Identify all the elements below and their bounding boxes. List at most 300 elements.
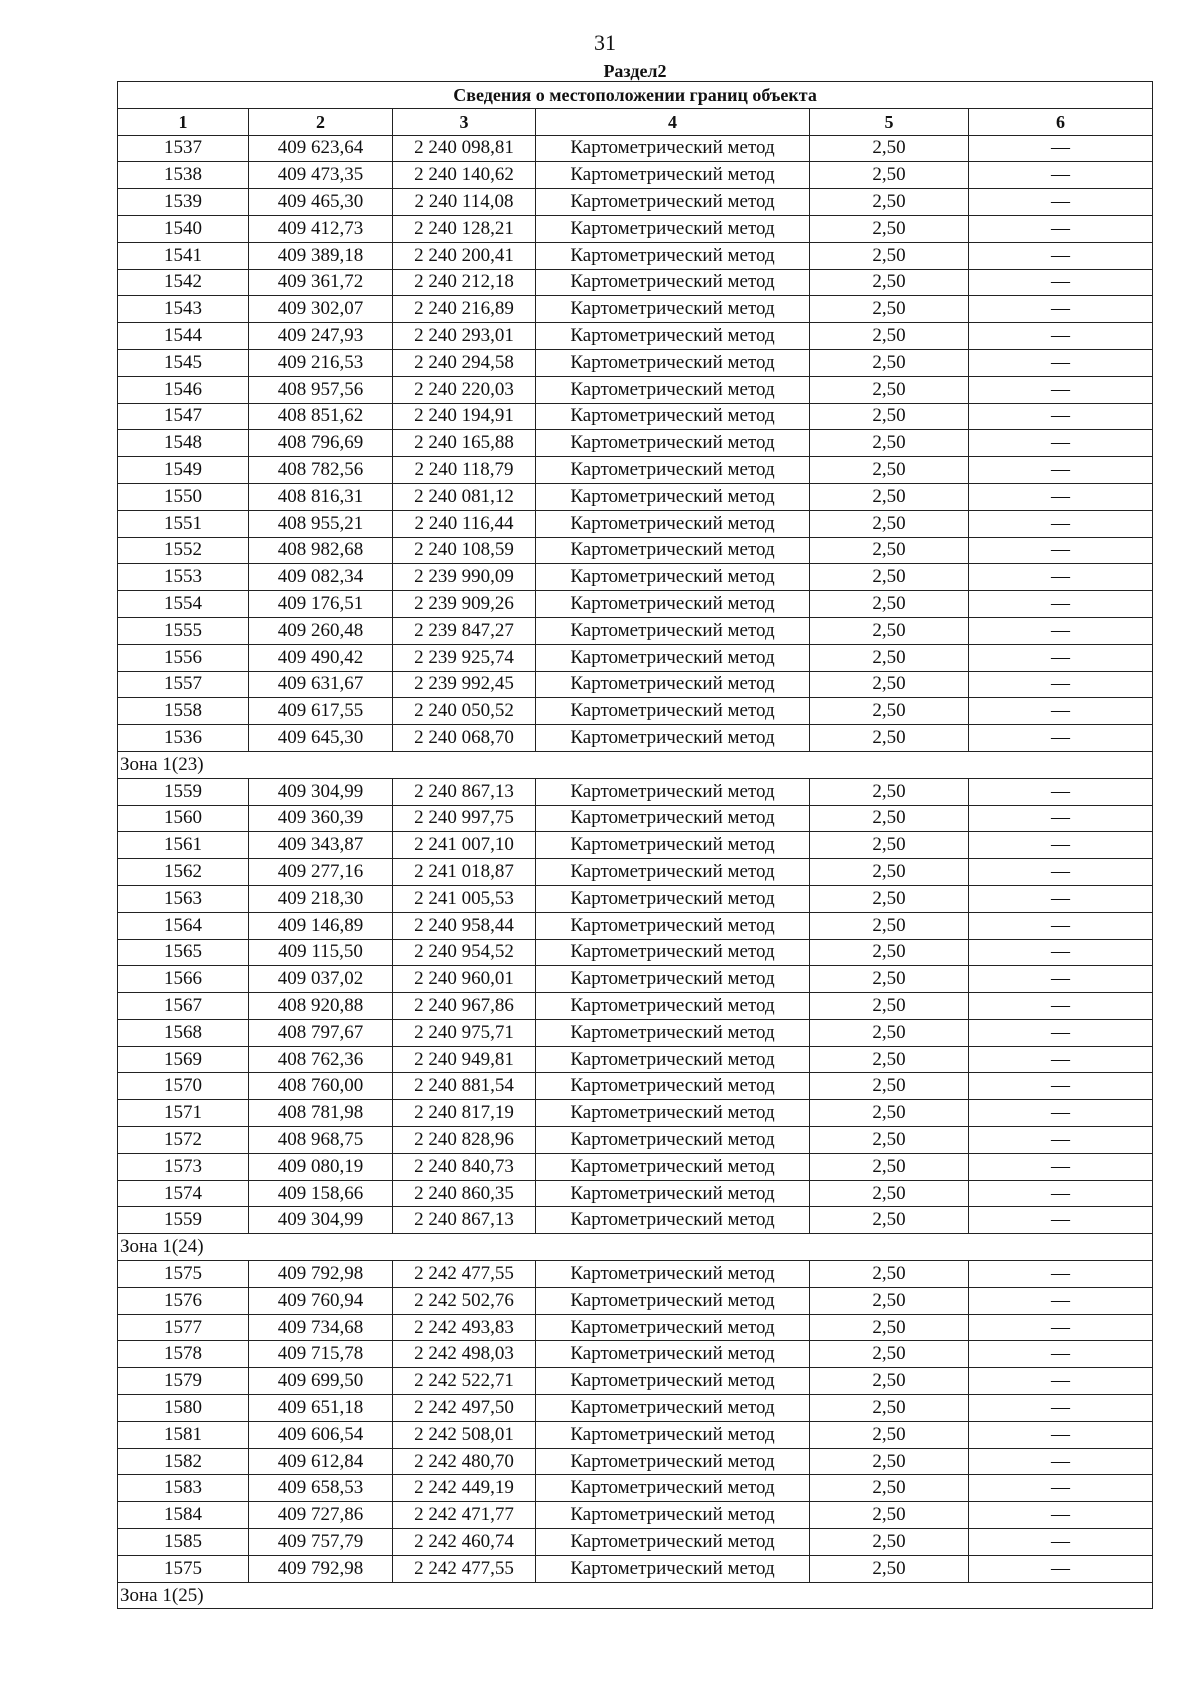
x-coordinate-cell: 408 762,36: [249, 1046, 393, 1073]
accuracy-cell: 2,50: [810, 698, 969, 725]
table-row: [118, 483, 1153, 510]
accuracy-cell: 2,50: [810, 296, 969, 323]
table-row: [118, 510, 1153, 537]
method-cell: Картометрический метод: [536, 939, 810, 966]
method-cell: Картометрический метод: [536, 993, 810, 1020]
x-coordinate-cell: 408 957,56: [249, 376, 393, 403]
note-cell: —: [969, 376, 1153, 403]
x-coordinate-cell: 409 082,34: [249, 564, 393, 591]
point-number-cell: 1542: [118, 269, 249, 296]
y-coordinate-cell: 2 242 449,19: [393, 1475, 536, 1502]
x-coordinate-cell: 409 158,66: [249, 1180, 393, 1207]
y-coordinate-cell: 2 242 502,76: [393, 1287, 536, 1314]
note-cell: —: [969, 349, 1153, 376]
y-coordinate-cell: 2 240 967,86: [393, 993, 536, 1020]
table-row: [118, 698, 1153, 725]
table-row: [118, 966, 1153, 993]
accuracy-cell: 2,50: [810, 1180, 969, 1207]
table-body: [118, 135, 1153, 1609]
point-number-cell: 1575: [118, 1261, 249, 1288]
point-number-cell: 1551: [118, 510, 249, 537]
accuracy-cell: 2,50: [810, 805, 969, 832]
x-coordinate-cell: 409 277,16: [249, 859, 393, 886]
method-cell: Картометрический метод: [536, 912, 810, 939]
y-coordinate-cell: 2 239 990,09: [393, 564, 536, 591]
note-cell: —: [969, 323, 1153, 350]
point-number-cell: 1564: [118, 912, 249, 939]
point-number-cell: 1579: [118, 1368, 249, 1395]
table-row: [118, 778, 1153, 805]
note-cell: —: [969, 296, 1153, 323]
x-coordinate-cell: 409 412,73: [249, 215, 393, 242]
x-coordinate-cell: 409 645,30: [249, 725, 393, 752]
accuracy-cell: 2,50: [810, 1153, 969, 1180]
point-number-cell: 1558: [118, 698, 249, 725]
point-number-cell: 1553: [118, 564, 249, 591]
table-row: [118, 1261, 1153, 1288]
x-coordinate-cell: 408 982,68: [249, 537, 393, 564]
y-coordinate-cell: 2 239 909,26: [393, 591, 536, 618]
point-number-cell: 1566: [118, 966, 249, 993]
note-cell: —: [969, 1180, 1153, 1207]
method-cell: Картометрический метод: [536, 1180, 810, 1207]
accuracy-cell: 2,50: [810, 966, 969, 993]
point-number-cell: 1559: [118, 1207, 249, 1234]
method-cell: Картометрический метод: [536, 1502, 810, 1529]
x-coordinate-cell: 409 465,30: [249, 189, 393, 216]
table-row: [118, 591, 1153, 618]
x-coordinate-cell: 409 216,53: [249, 349, 393, 376]
method-cell: Картометрический метод: [536, 483, 810, 510]
table-row: [118, 430, 1153, 457]
table-row: [118, 644, 1153, 671]
x-coordinate-cell: 408 796,69: [249, 430, 393, 457]
y-coordinate-cell: 2 240 867,13: [393, 778, 536, 805]
method-cell: Картометрический метод: [536, 189, 810, 216]
table-row: [118, 725, 1153, 752]
note-cell: —: [969, 483, 1153, 510]
accuracy-cell: 2,50: [810, 323, 969, 350]
x-coordinate-cell: 408 816,31: [249, 483, 393, 510]
point-number-cell: 1556: [118, 644, 249, 671]
column-header: 5: [810, 108, 969, 135]
method-cell: Картометрический метод: [536, 1529, 810, 1556]
zone-label: Зона 1(25): [118, 1582, 1153, 1609]
point-number-cell: 1582: [118, 1448, 249, 1475]
page-number: 31: [594, 30, 616, 55]
y-coordinate-cell: 2 240 165,88: [393, 430, 536, 457]
table-row: [118, 912, 1153, 939]
method-cell: Картометрический метод: [536, 671, 810, 698]
table-row: [118, 1555, 1153, 1582]
table-row: [118, 296, 1153, 323]
method-cell: Картометрический метод: [536, 135, 810, 162]
point-number-cell: 1580: [118, 1395, 249, 1422]
method-cell: Картометрический метод: [536, 269, 810, 296]
note-cell: —: [969, 1421, 1153, 1448]
table-row: [118, 1395, 1153, 1422]
accuracy-cell: 2,50: [810, 885, 969, 912]
accuracy-cell: 2,50: [810, 135, 969, 162]
note-cell: —: [969, 1153, 1153, 1180]
accuracy-cell: 2,50: [810, 1100, 969, 1127]
table-row: [118, 885, 1153, 912]
table-row: [118, 162, 1153, 189]
method-cell: Картометрический метод: [536, 885, 810, 912]
note-cell: —: [969, 644, 1153, 671]
accuracy-cell: 2,50: [810, 376, 969, 403]
accuracy-cell: 2,50: [810, 671, 969, 698]
table-row: [118, 1314, 1153, 1341]
accuracy-cell: 2,50: [810, 1395, 969, 1422]
y-coordinate-cell: 2 240 817,19: [393, 1100, 536, 1127]
method-cell: Картометрический метод: [536, 805, 810, 832]
table-row: [118, 859, 1153, 886]
note-cell: —: [969, 966, 1153, 993]
table-row: [118, 1341, 1153, 1368]
method-cell: Картометрический метод: [536, 1127, 810, 1154]
accuracy-cell: 2,50: [810, 1046, 969, 1073]
accuracy-cell: 2,50: [810, 564, 969, 591]
x-coordinate-cell: 409 115,50: [249, 939, 393, 966]
x-coordinate-cell: 409 218,30: [249, 885, 393, 912]
y-coordinate-cell: 2 239 925,74: [393, 644, 536, 671]
note-cell: —: [969, 993, 1153, 1020]
note-cell: —: [969, 1314, 1153, 1341]
method-cell: Картометрический метод: [536, 1287, 810, 1314]
y-coordinate-cell: 2 241 018,87: [393, 859, 536, 886]
y-coordinate-cell: 2 240 860,35: [393, 1180, 536, 1207]
point-number-cell: 1544: [118, 323, 249, 350]
table-row: [118, 805, 1153, 832]
y-coordinate-cell: 2 240 216,89: [393, 296, 536, 323]
table-row: [118, 189, 1153, 216]
point-number-cell: 1549: [118, 457, 249, 484]
y-coordinate-cell: 2 242 508,01: [393, 1421, 536, 1448]
point-number-cell: 1557: [118, 671, 249, 698]
y-coordinate-cell: 2 240 128,21: [393, 215, 536, 242]
x-coordinate-cell: 409 734,68: [249, 1314, 393, 1341]
x-coordinate-cell: 409 617,55: [249, 698, 393, 725]
point-number-cell: 1547: [118, 403, 249, 430]
note-cell: —: [969, 1261, 1153, 1288]
point-number-cell: 1539: [118, 189, 249, 216]
y-coordinate-cell: 2 240 068,70: [393, 725, 536, 752]
point-number-cell: 1543: [118, 296, 249, 323]
x-coordinate-cell: 409 247,93: [249, 323, 393, 350]
accuracy-cell: 2,50: [810, 349, 969, 376]
x-coordinate-cell: 409 760,94: [249, 1287, 393, 1314]
y-coordinate-cell: 2 240 997,75: [393, 805, 536, 832]
method-cell: Картометрический метод: [536, 1421, 810, 1448]
accuracy-cell: 2,50: [810, 242, 969, 269]
x-coordinate-cell: 409 631,67: [249, 671, 393, 698]
y-coordinate-cell: 2 240 293,01: [393, 323, 536, 350]
x-coordinate-cell: 409 490,42: [249, 644, 393, 671]
method-cell: Картометрический метод: [536, 1261, 810, 1288]
note-cell: —: [969, 698, 1153, 725]
accuracy-cell: 2,50: [810, 591, 969, 618]
note-cell: —: [969, 457, 1153, 484]
note-cell: —: [969, 564, 1153, 591]
note-cell: —: [969, 912, 1153, 939]
note-cell: —: [969, 832, 1153, 859]
method-cell: Картометрический метод: [536, 296, 810, 323]
note-cell: —: [969, 430, 1153, 457]
x-coordinate-cell: 408 920,88: [249, 993, 393, 1020]
accuracy-cell: 2,50: [810, 832, 969, 859]
accuracy-cell: 2,50: [810, 189, 969, 216]
note-cell: —: [969, 403, 1153, 430]
point-number-cell: 1575: [118, 1555, 249, 1582]
accuracy-cell: 2,50: [810, 1314, 969, 1341]
y-coordinate-cell: 2 240 954,52: [393, 939, 536, 966]
accuracy-cell: 2,50: [810, 725, 969, 752]
accuracy-cell: 2,50: [810, 644, 969, 671]
accuracy-cell: 2,50: [810, 1368, 969, 1395]
section-title: Раздел2: [603, 61, 667, 81]
point-number-cell: 1552: [118, 537, 249, 564]
note-cell: —: [969, 939, 1153, 966]
zone-row: [118, 1234, 1153, 1261]
point-number-cell: 1569: [118, 1046, 249, 1073]
x-coordinate-cell: 409 715,78: [249, 1341, 393, 1368]
note-cell: —: [969, 1475, 1153, 1502]
table-row: [118, 939, 1153, 966]
table-row: [118, 1502, 1153, 1529]
x-coordinate-cell: 409 361,72: [249, 269, 393, 296]
point-number-cell: 1554: [118, 591, 249, 618]
method-cell: Картометрический метод: [536, 591, 810, 618]
point-number-cell: 1537: [118, 135, 249, 162]
x-coordinate-cell: 409 757,79: [249, 1529, 393, 1556]
note-cell: —: [969, 1368, 1153, 1395]
method-cell: Картометрический метод: [536, 725, 810, 752]
y-coordinate-cell: 2 240 828,96: [393, 1127, 536, 1154]
accuracy-cell: 2,50: [810, 537, 969, 564]
accuracy-cell: 2,50: [810, 1341, 969, 1368]
x-coordinate-cell: 409 792,98: [249, 1261, 393, 1288]
table-row: [118, 215, 1153, 242]
table-row: [118, 1153, 1153, 1180]
x-coordinate-cell: 409 260,48: [249, 617, 393, 644]
accuracy-cell: 2,50: [810, 1019, 969, 1046]
x-coordinate-cell: 408 955,21: [249, 510, 393, 537]
x-coordinate-cell: 409 360,39: [249, 805, 393, 832]
note-cell: —: [969, 1341, 1153, 1368]
method-cell: Картометрический метод: [536, 617, 810, 644]
note-cell: —: [969, 537, 1153, 564]
method-cell: Картометрический метод: [536, 1395, 810, 1422]
x-coordinate-cell: 409 473,35: [249, 162, 393, 189]
y-coordinate-cell: 2 240 108,59: [393, 537, 536, 564]
accuracy-cell: 2,50: [810, 510, 969, 537]
x-coordinate-cell: 409 699,50: [249, 1368, 393, 1395]
method-cell: Картометрический метод: [536, 1475, 810, 1502]
table-row: [118, 403, 1153, 430]
table-row: [118, 1127, 1153, 1154]
accuracy-cell: 2,50: [810, 1127, 969, 1154]
point-number-cell: 1545: [118, 349, 249, 376]
point-number-cell: 1584: [118, 1502, 249, 1529]
note-cell: —: [969, 1100, 1153, 1127]
accuracy-cell: 2,50: [810, 215, 969, 242]
zone-label: Зона 1(24): [118, 1234, 1153, 1261]
note-cell: —: [969, 1207, 1153, 1234]
column-header: 3: [393, 108, 536, 135]
point-number-cell: 1567: [118, 993, 249, 1020]
accuracy-cell: 2,50: [810, 1287, 969, 1314]
point-number-cell: 1574: [118, 1180, 249, 1207]
note-cell: —: [969, 1395, 1153, 1422]
x-coordinate-cell: 409 389,18: [249, 242, 393, 269]
point-number-cell: 1559: [118, 778, 249, 805]
note-cell: —: [969, 1073, 1153, 1100]
y-coordinate-cell: 2 240 960,01: [393, 966, 536, 993]
y-coordinate-cell: 2 240 949,81: [393, 1046, 536, 1073]
point-number-cell: 1585: [118, 1529, 249, 1556]
table-row: [118, 993, 1153, 1020]
method-cell: Картометрический метод: [536, 457, 810, 484]
y-coordinate-cell: 2 240 098,81: [393, 135, 536, 162]
table-row: [118, 671, 1153, 698]
y-coordinate-cell: 2 242 497,50: [393, 1395, 536, 1422]
note-cell: —: [969, 805, 1153, 832]
y-coordinate-cell: 2 239 992,45: [393, 671, 536, 698]
note-cell: —: [969, 189, 1153, 216]
method-cell: Картометрический метод: [536, 376, 810, 403]
point-number-cell: 1581: [118, 1421, 249, 1448]
method-cell: Картометрический метод: [536, 215, 810, 242]
column-header: 1: [118, 108, 249, 135]
point-number-cell: 1563: [118, 885, 249, 912]
method-cell: Картометрический метод: [536, 644, 810, 671]
y-coordinate-cell: 2 240 118,79: [393, 457, 536, 484]
note-cell: —: [969, 778, 1153, 805]
table-row: [118, 242, 1153, 269]
method-cell: Картометрический метод: [536, 1207, 810, 1234]
table-row: [118, 1529, 1153, 1556]
y-coordinate-cell: 2 242 460,74: [393, 1529, 536, 1556]
y-coordinate-cell: 2 240 200,41: [393, 242, 536, 269]
method-cell: Картометрический метод: [536, 1019, 810, 1046]
method-cell: Картометрический метод: [536, 1314, 810, 1341]
accuracy-cell: 2,50: [810, 162, 969, 189]
table-row: [118, 564, 1153, 591]
method-cell: Картометрический метод: [536, 510, 810, 537]
point-number-cell: 1565: [118, 939, 249, 966]
note-cell: —: [969, 1127, 1153, 1154]
table-row: [118, 349, 1153, 376]
point-number-cell: 1546: [118, 376, 249, 403]
accuracy-cell: 2,50: [810, 912, 969, 939]
accuracy-cell: 2,50: [810, 1448, 969, 1475]
x-coordinate-cell: 409 792,98: [249, 1555, 393, 1582]
column-header: 6: [969, 108, 1153, 135]
table-row: [118, 537, 1153, 564]
note-cell: —: [969, 885, 1153, 912]
accuracy-cell: 2,50: [810, 1555, 969, 1582]
y-coordinate-cell: 2 240 220,03: [393, 376, 536, 403]
x-coordinate-cell: 409 606,54: [249, 1421, 393, 1448]
x-coordinate-cell: 408 781,98: [249, 1100, 393, 1127]
table-row: [118, 832, 1153, 859]
note-cell: —: [969, 1502, 1153, 1529]
y-coordinate-cell: 2 242 493,83: [393, 1314, 536, 1341]
y-coordinate-cell: 2 240 958,44: [393, 912, 536, 939]
x-coordinate-cell: 409 727,86: [249, 1502, 393, 1529]
note-cell: —: [969, 725, 1153, 752]
method-cell: Картометрический метод: [536, 349, 810, 376]
method-cell: Картометрический метод: [536, 1100, 810, 1127]
x-coordinate-cell: 409 080,19: [249, 1153, 393, 1180]
method-cell: Картометрический метод: [536, 859, 810, 886]
method-cell: Картометрический метод: [536, 1046, 810, 1073]
x-coordinate-cell: 408 760,00: [249, 1073, 393, 1100]
table-row: [118, 1207, 1153, 1234]
point-number-cell: 1571: [118, 1100, 249, 1127]
point-number-cell: 1541: [118, 242, 249, 269]
x-coordinate-cell: 409 612,84: [249, 1448, 393, 1475]
method-cell: Картометрический метод: [536, 162, 810, 189]
note-cell: —: [969, 269, 1153, 296]
x-coordinate-cell: 409 176,51: [249, 591, 393, 618]
table-row: [118, 135, 1153, 162]
y-coordinate-cell: 2 240 212,18: [393, 269, 536, 296]
x-coordinate-cell: 409 302,07: [249, 296, 393, 323]
table-row: [118, 1287, 1153, 1314]
x-coordinate-cell: 409 146,89: [249, 912, 393, 939]
point-number-cell: 1560: [118, 805, 249, 832]
x-coordinate-cell: 409 658,53: [249, 1475, 393, 1502]
method-cell: Картометрический метод: [536, 323, 810, 350]
column-header: 4: [536, 108, 810, 135]
accuracy-cell: 2,50: [810, 269, 969, 296]
column-header: 2: [249, 108, 393, 135]
x-coordinate-cell: 409 343,87: [249, 832, 393, 859]
point-number-cell: 1583: [118, 1475, 249, 1502]
x-coordinate-cell: 408 851,62: [249, 403, 393, 430]
note-cell: —: [969, 617, 1153, 644]
y-coordinate-cell: 2 240 081,12: [393, 483, 536, 510]
y-coordinate-cell: 2 242 477,55: [393, 1261, 536, 1288]
x-coordinate-cell: 408 968,75: [249, 1127, 393, 1154]
y-coordinate-cell: 2 241 007,10: [393, 832, 536, 859]
y-coordinate-cell: 2 240 867,13: [393, 1207, 536, 1234]
point-number-cell: 1576: [118, 1287, 249, 1314]
column-number-row: [118, 108, 1153, 135]
x-coordinate-cell: 409 037,02: [249, 966, 393, 993]
method-cell: Картометрический метод: [536, 832, 810, 859]
table-caption-row: [118, 82, 1153, 109]
method-cell: Картометрический метод: [536, 1073, 810, 1100]
x-coordinate-cell: 408 797,67: [249, 1019, 393, 1046]
point-number-cell: 1570: [118, 1073, 249, 1100]
table-row: [118, 376, 1153, 403]
point-number-cell: 1568: [118, 1019, 249, 1046]
accuracy-cell: 2,50: [810, 993, 969, 1020]
note-cell: —: [969, 1448, 1153, 1475]
note-cell: —: [969, 1019, 1153, 1046]
point-number-cell: 1540: [118, 215, 249, 242]
method-cell: Картометрический метод: [536, 537, 810, 564]
accuracy-cell: 2,50: [810, 1261, 969, 1288]
point-number-cell: 1555: [118, 617, 249, 644]
table-row: [118, 1100, 1153, 1127]
boundary-table: [117, 81, 1153, 1609]
method-cell: Картометрический метод: [536, 1153, 810, 1180]
accuracy-cell: 2,50: [810, 430, 969, 457]
